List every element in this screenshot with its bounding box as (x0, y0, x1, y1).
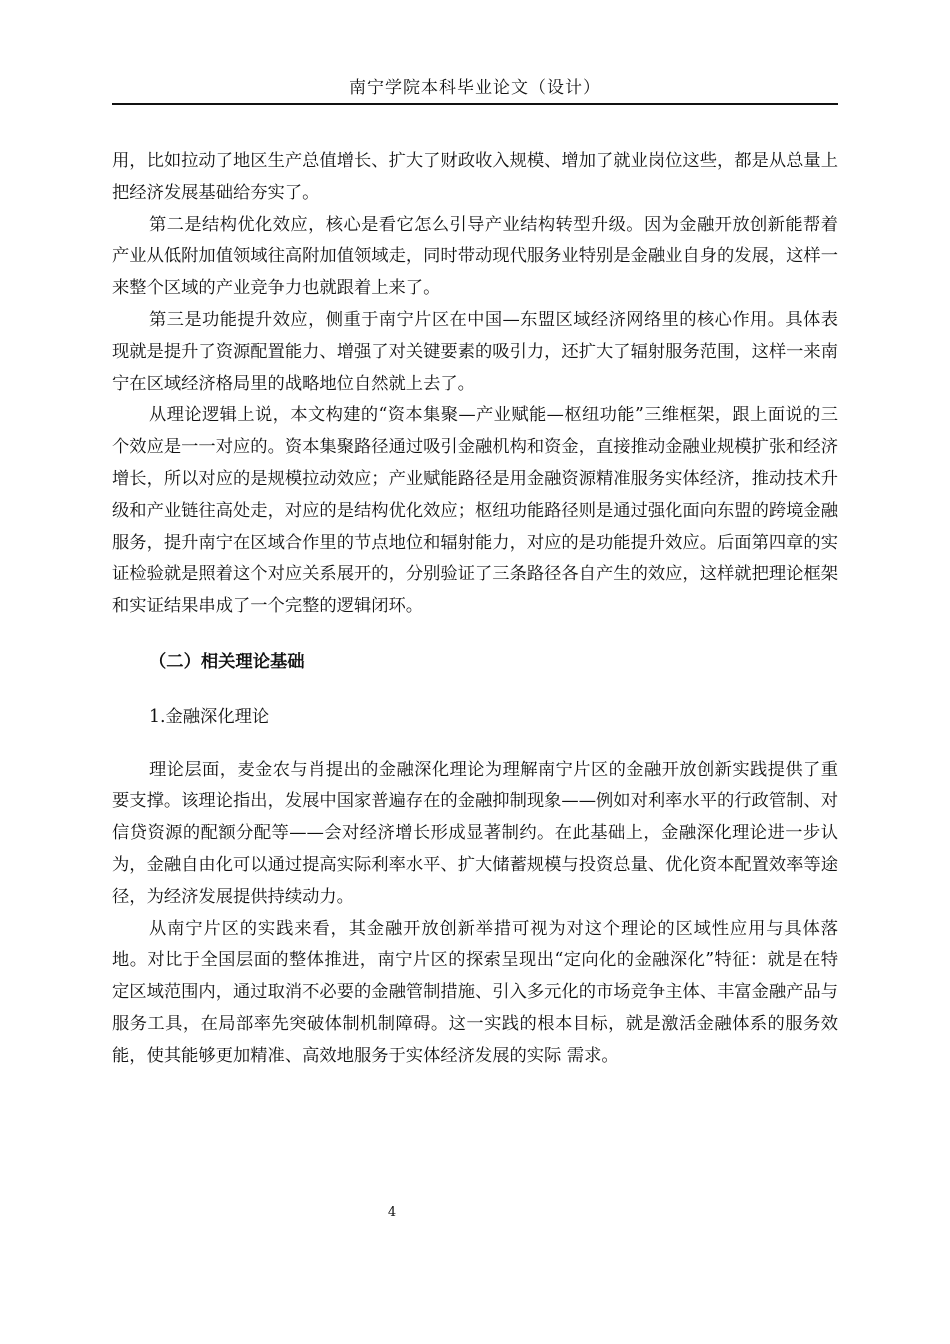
running-header: 南宁学院本科毕业论文（设计） (349, 78, 601, 98)
paragraph-structural-effect: 第二是结构优化效应，核心是看它怎么引导产业结构转型升级。因为金融开放创新能帮着产业从低附加值领域往高附加值领域走，同时带动现代服务业特别是金融业自身的发展，这样一来整个区域的产业竞争力也就跟着上来了。 (112, 214, 838, 299)
body-text (112, 146, 838, 1073)
paragraph-financial-deepening-theory: 理论层面，麦金农与肖提出的金融深化理论为理解南宁片区的金融开放创新实践提供了重要支撑。该理论指出，发展中国家普遍存在的金融抑制现象——例如对利率水平的行政管制、对信贷资源的配额分配等——会对经济增长形成显著制约。在此基础上，金融深化理论进一步认为，金融自由化可以通过提高实际利率水平、扩大储蓄规模与投资总量、优化资本配置效率等途径，为经济发展提供持续动力。 (112, 759, 838, 907)
header-rule (112, 103, 838, 105)
subsection-heading: 1.金融深化理论 (149, 706, 270, 727)
page-number: 4 (387, 1205, 397, 1220)
paragraph-nanning-practice: 从南宁片区的实践来看，其金融开放创新举措可视为对这个理论的区域性应用与具体落地。对比于全国层面的整体推进，南宁片区的探索呈现出“定向化的金融深化”特征：就是在特定区域范围内，通过取消不必要的金融管制措施、引入多元化的市场竞争主体、丰富金融产品与服务工具，在局部率先突破体制机制障碍。这一实践的根本目标，就是激活金融体系的服务效能，使其能够更加精准、高效地服务于实体经济发展的实际 需求。 (112, 918, 838, 1066)
section-heading: （二）相关理论基础 (149, 651, 305, 672)
paragraph-continuation: 用，比如拉动了地区生产总值增长、扩大了财政收入规模、增加了就业岗位这些，都是从总量上把经济发展基础给夯实了。 (112, 151, 838, 203)
paragraph-functional-effect: 第三是功能提升效应，侧重于南宁片区在中国—东盟区域经济网络里的核心作用。具体表现就是提升了资源配置能力、增强了对关键要素的吸引力，还扩大了辐射服务范围，这样一来南宁在区域经济格局里的战略地位自然就上去了。 (112, 309, 838, 394)
paragraph-theoretical-logic: 从理论逻辑上说，本文构建的“资本集聚—产业赋能—枢纽功能”三维框架，跟上面说的三个效应是一一对应的。资本集聚路径通过吸引金融机构和资金，直接推动金融业规模扩张和经济增长，所以对应的是规模拉动效应；产业赋能路径是用金融资源精准服务实体经济，推动技术升级和产业链往高处走，对应的是结构优化效应；枢纽功能路径则是通过强化面向东盟的跨境金融服务，提升南宁在区域合作里的节点地位和辐射能力，对应的是功能提升效应。后面第四章的实证检验就是照着这个对应关系展开的，分别验证了三条路径各自产生的效应，这样就把理论框架和实证结果串成了一个完整的逻辑闭环。 (112, 405, 838, 617)
